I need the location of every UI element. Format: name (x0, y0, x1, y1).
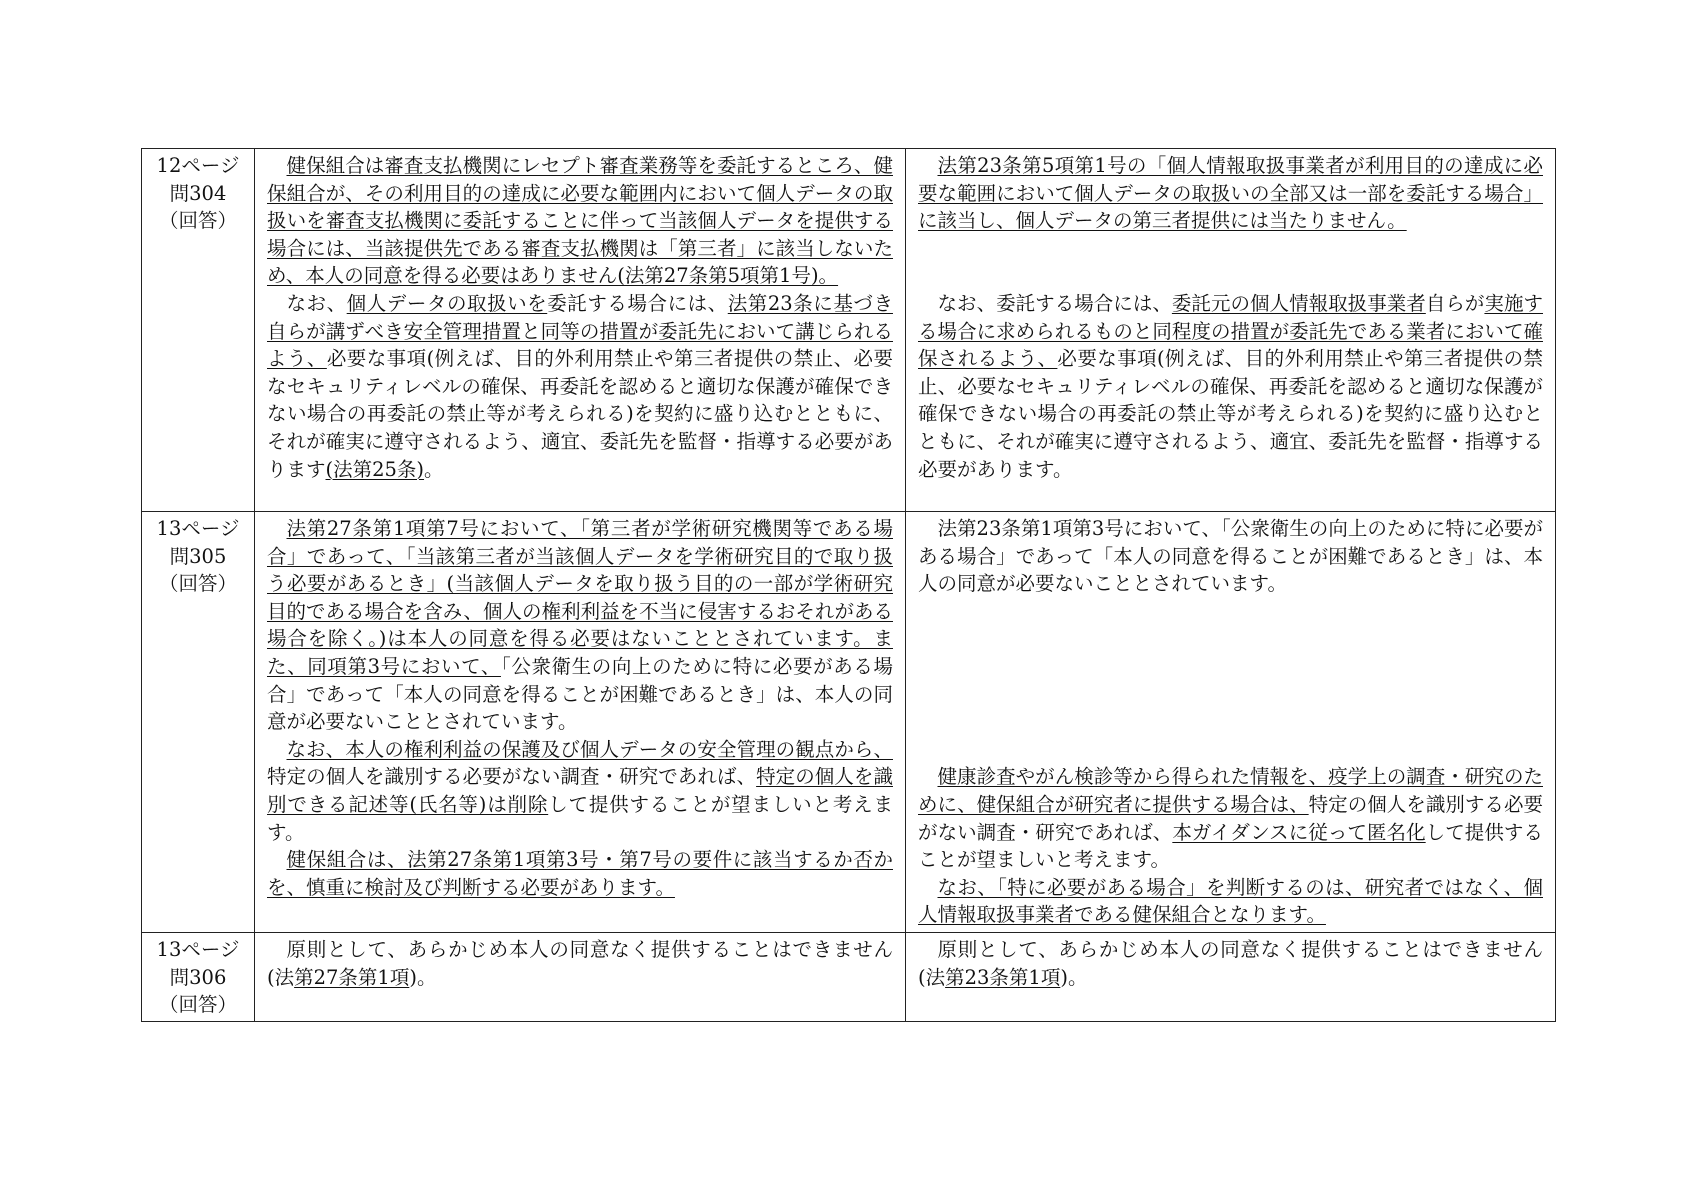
amended-text: 本ガイダンスに従って匿名化 (1172, 820, 1426, 844)
amended-text: 委託元の個人情報取扱事業者 (1171, 291, 1426, 315)
answer-label: （回答） (158, 209, 237, 233)
question-ref: 問306 (169, 965, 227, 989)
amended-text: 法第23条に基づき自らが講ずべき安全管理措置と同等の措置が委託先において講じられるよう、 (267, 291, 893, 371)
amended-text: 健康診査やがん検診等から得られた情報を、疫学上の調査・研究のために、健保組合が研究者に提供する場合は、 (918, 765, 1543, 816)
amended-text: 法第27条第1項第7号において、「第三者が学術研究機関等である場合」であって、「当該第三者が当該個人データを学術研究目的で取り扱う必要があるとき」(当該個人データを取り扱う目的の一部が学術研究目的である場合を含み、個人の権利利益を不当に侵害するおそれがある場合を除く。)は本人の同意を得る必要はないこととされています。また、同項第3号において、 (267, 517, 893, 678)
page-ref: 13ページ (156, 938, 240, 961)
paragraph: 原則として、あらかじめ本人の同意なく提供することはできません(法第27条第1項)。 (267, 938, 893, 989)
current-text-cell (906, 512, 1556, 933)
page-ref: 13ページ (156, 517, 240, 540)
amended-text: 健保組合は審査支払機関にレセプト審査業務等を委託するところ、健保組合が、その利用目的の達成に必要な範囲内において個人データの取扱いを審査支払機関に委託することに伴って当該個人データを提供する場合には、当該提供先である審査支払機関は「第三者」に該当しないため、本人の同意を得る必要はありません(法第27条第5項第1号)。 (267, 154, 893, 288)
paragraph: 健康診査やがん検診等から得られた情報を、疫学上の調査・研究のために、健保組合が研究者に提供する場合は、特定の個人を識別する必要がない調査・研究であれば、本ガイダンスに従って匿名化して提供することが望ましいと考えます。 (918, 765, 1543, 872)
amended-text: 第23条第1項 (945, 965, 1061, 989)
reference-cell (142, 933, 255, 1022)
paragraph: 法第23条第1項第3号において、「公衆衛生の向上のために特に必要がある場合」であって「本人の同意を得ることが困難であるとき」は、本人の同意が必要ないこととされています。 (918, 517, 1543, 596)
revised-text-cell (255, 933, 906, 1022)
paragraph (267, 846, 893, 901)
paragraph (918, 152, 1543, 235)
paragraph: 法第27条第1項第7号において、「第三者が学術研究機関等である場合」であって、「当該第三者が当該個人データを学術研究目的で取り扱う必要があるとき」(当該個人データを取り扱う目的の一部が学術研究目的である場合を含み、個人の権利利益を不当に侵害するおそれがある場合を除く。)は本人の同意を得る必要はないこととされています。また、同項第3号において、「公衆衛生の向上のために特に必要がある場合」であって「本人の同意を得ることが困難であるとき」は、本人の同意が必要ないこととされています。 (267, 517, 893, 734)
revised-text-cell (255, 512, 906, 933)
answer-label: （回答） (158, 993, 237, 1017)
amended-text: 法第23条第5項第1号の「個人情報取扱事業者が利用目的の達成に必要な範囲において個人データの取扱いの全部又は一部を委託する場合」に該当し、個人データの第三者提供には当たりません。 (918, 154, 1543, 233)
paragraph: なお、個人データの取扱いを委託する場合には、法第23条に基づき自らが講ずべき安全管理措置と同等の措置が委託先において講じられるよう、必要な事項(例えば、目的外利用禁止や第三者提供の禁止、必要なセキュリティレベルの確保、再委託を認めると適切な保護が確保できない場合の再委託の禁止等が考えられる)を契約に盛り込むとともに、それが確実に遵守されるよう、適宜、委託先を監督・指導する必要があります(法第25条)。 (267, 291, 893, 481)
amended-text: 特定の個人を識別できる記述等(氏名等)は削除 (267, 765, 893, 816)
question-ref: 問305 (169, 544, 227, 568)
revised-text-cell (255, 149, 906, 512)
question-ref: 問304 (169, 181, 227, 205)
answer-label: （回答） (158, 572, 237, 596)
amended-text: (法第25条) (325, 457, 425, 481)
paragraph: なお、本人の権利利益の保護及び個人データの安全管理の観点から、特定の個人を識別する必要がない調査・研究であれば、特定の個人を識別できる記述等(氏名等)は削除して提供することが望ましいと考えます。 (267, 737, 893, 844)
amended-text: 実施する場合に求められるものと同程度の措置が委託先である業者において確保されるよう、 (918, 291, 1543, 371)
paragraph (918, 874, 1543, 929)
current-text-cell (906, 933, 1556, 1022)
amended-text: 第27条第1項 (294, 965, 410, 989)
table-row (142, 149, 1556, 512)
amended-text: なお、「特に必要がある場合」を判断するのは、研究者ではなく、個人情報取扱事業者である健保組合となります。 (918, 875, 1543, 927)
current-text-cell (906, 149, 1556, 512)
reference-cell (142, 512, 255, 933)
comparison-table (141, 148, 1556, 1022)
amended-text: 健保組合は、法第27条第1項第3号・第7号の要件に該当するか否かを、慎重に検討及び判断する必要があります。 (267, 848, 893, 899)
paragraph (267, 152, 893, 290)
reference-cell (142, 149, 255, 512)
amended-text: 個人データの取扱いを (346, 291, 548, 315)
paragraph: なお、委託する場合には、委託元の個人情報取扱事業者自らが実施する場合に求められるものと同程度の措置が委託先である業者において確保されるよう、必要な事項(例えば、目的外利用禁止や第三者提供の禁止、必要なセキュリティレベルの確保、再委託を認めると適切な保護が確保できない場合の再委託の禁止等が考えられる)を契約に盛り込むとともに、それが確実に遵守されるよう、適宜、委託先を監督・指導する必要があります。 (918, 291, 1543, 481)
table-row (142, 512, 1556, 933)
paragraph: 原則として、あらかじめ本人の同意なく提供することはできません(法第23条第1項)。 (918, 938, 1543, 989)
amended-text: なお、本人の権利利益の保護及び個人データの安全管理の観点から、 (286, 737, 893, 761)
page-ref: 12ページ (156, 154, 240, 177)
table-row (142, 933, 1556, 1022)
